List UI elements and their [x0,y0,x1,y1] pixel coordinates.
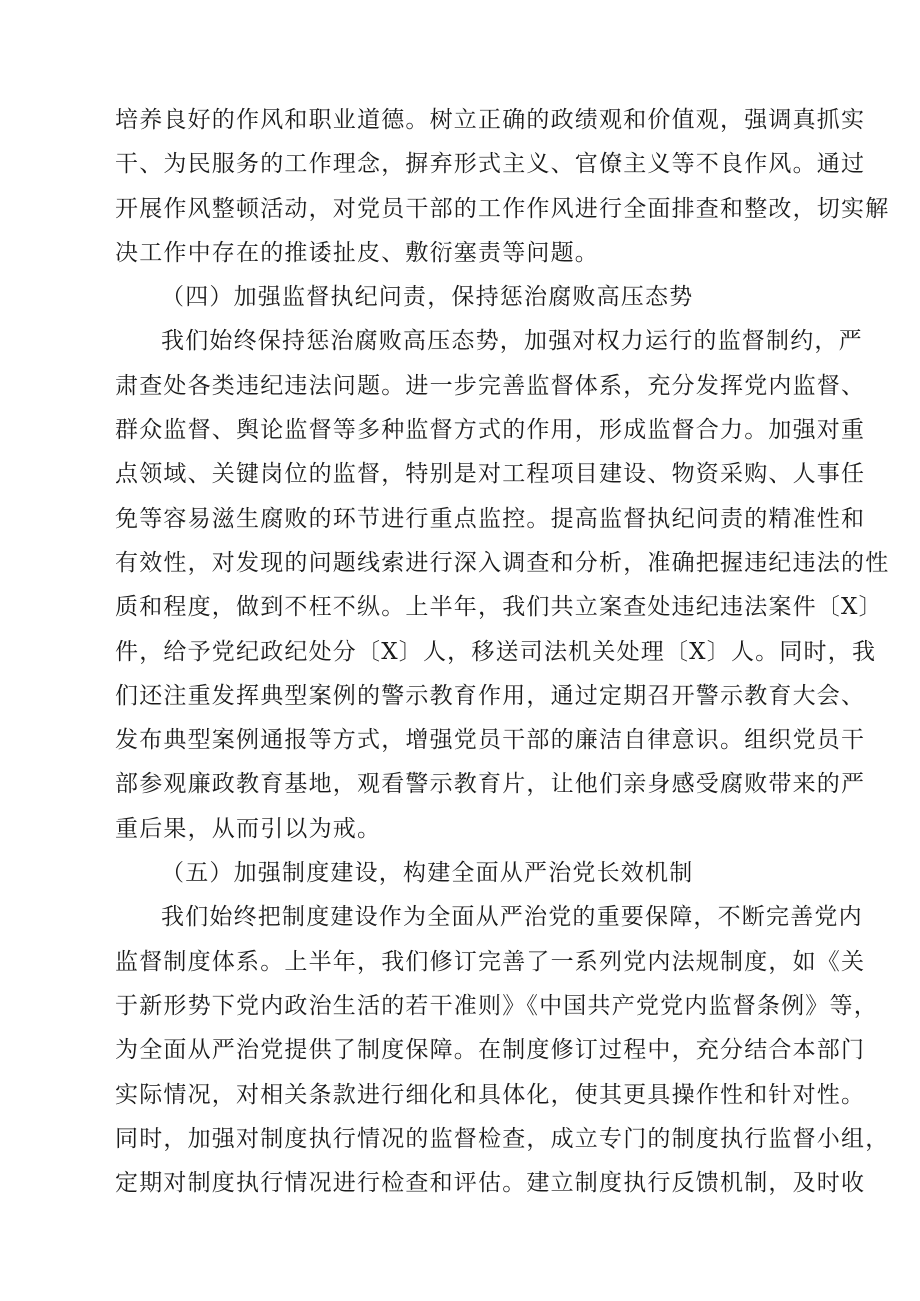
text-line: 件，给予党纪政纪处分〔X〕人，移送司法机关处理〔X〕人。同时，我 [115,638,877,665]
text-line: 们还注重发挥典型案例的警示教育作用，通过定期召开警示教育大会、 [115,682,866,709]
section-heading-4 [115,275,835,319]
text-line: 定期对制度执行情况进行检查和评估。建立制度执行反馈机制，及时收 [115,1170,866,1197]
paragraph-work-style [115,98,890,275]
text-line: 同时，加强对制度执行情况的监督检查，成立专门的制度执行监督小组， [115,1125,890,1152]
text-line: 实际情况，对相关条款进行细化和具体化，使其更具操作性和针对性。 [115,1081,866,1108]
text-line: 点领域、关键岗位的监督，特别是对工程项目建设、物资采购、人事任 [115,461,866,488]
paragraph-supervision [115,319,890,851]
text-line: 重后果，从而引以为戒。 [115,815,382,842]
document-page [115,98,890,1205]
text-line: 有效性，对发现的问题线索进行深入调查和分析，准确把握违纪违法的性 [115,549,890,576]
text-line: 发布典型案例通报等方式，增强党员干部的廉洁自律意识。组织党员干 [115,727,866,754]
text-line: 培养良好的作风和职业道德。树立正确的政绩观和价值观，强调真抓实 [115,107,866,133]
text-line: 我们始终把制度建设作为全面从严治党的重要保障，不断完善党内 [161,904,863,931]
text-line: 群众监督、舆论监督等多种监督方式的作用，形成监督合力。加强对重 [115,417,866,444]
text-line: 为全面从严治党提供了制度保障。在制度修订过程中，充分结合本部门 [115,1037,866,1064]
section-heading-5 [115,851,835,895]
text-line: 部参观廉政教育基地，观看警示教育片，让他们亲身感受腐败带来的严 [115,771,866,798]
text-line: 于新形势下党内政治生活的若干准则》《中国共产党党内监督条例》等， [115,992,878,1019]
text-line: 开展作风整顿活动，对党员干部的工作作风进行全面排查和整改，切实解 [115,195,890,222]
text-line: 质和程度，做到不枉不纵。上半年，我们共立案查处违纪违法案件〔X〕 [115,594,883,621]
text-line: 监督制度体系。上半年，我们修订完善了一系列党内法规制度，如《关 [115,948,866,975]
text-line: 免等容易滋生腐败的环节进行重点监控。提高监督执纪问责的精准性和 [115,505,866,532]
text-line: 决工作中存在的推诿扯皮、敷衍塞责等问题。 [115,239,599,266]
text-line: 肃查处各类违纪违法问题。进一步完善监督体系，充分发挥党内监督、 [115,372,866,399]
text-line: 我们始终保持惩治腐败高压态势，加强对权力运行的监督制约，严 [161,328,863,355]
heading-line: （五）加强制度建设，构建全面从严治党长效机制 [161,860,694,887]
heading-line: （四）加强监督执纪问责，保持惩治腐败高压态势 [161,284,694,311]
text-line: 干、为民服务的工作理念，摒弃形式主义、官僚主义等不良作风。通过 [115,151,866,178]
paragraph-institution-building [115,895,890,1205]
